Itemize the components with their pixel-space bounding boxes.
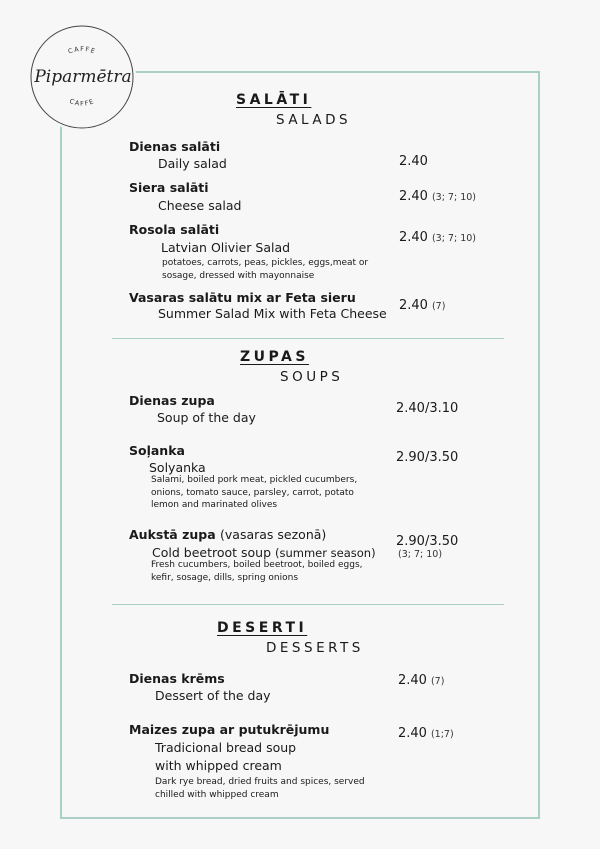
item-translation: with whipped cream	[155, 758, 282, 773]
section-title-en: DESSERTS	[266, 640, 364, 656]
item-description: potatoes, carrots, peas, pickles, eggs,meat or sosage, dressed with mayonnaise	[162, 258, 369, 281]
item-name: Siera salāti	[129, 180, 209, 195]
item-translation: Cold beetroot soup (summer season)	[152, 545, 376, 560]
section-divider	[112, 604, 504, 605]
item-price: 2.40 (3; 7; 10)	[399, 230, 476, 245]
item-name: Maizes zupa ar putukrējumu	[129, 722, 330, 737]
item-translation-suffix: (summer season)	[275, 546, 376, 560]
item-price: 2.40 (3; 7; 10)	[399, 189, 476, 204]
item-name: Rosola salāti	[129, 222, 220, 237]
allergen-codes: (3; 7; 10)	[431, 233, 476, 244]
item-name: Dienas salāti	[129, 139, 221, 154]
item-description: Dark rye bread, dried fruits and spices, served chilled with whipped cream	[155, 777, 365, 800]
item-price: 2.40 (1;7)	[398, 726, 454, 741]
item-price: 2.40 (7)	[398, 673, 445, 688]
allergen-codes: (7)	[431, 301, 446, 312]
item-description: Fresh cucumbers, boiled beetroot, boiled eggs, kefir, sosage, dills, spring onions	[151, 560, 363, 583]
item-translation: Latvian Olivier Salad	[161, 240, 291, 255]
item-price: 2.40	[399, 154, 428, 169]
item-translation: Dessert of the day	[155, 688, 271, 703]
item-translation: Tradicional bread soup	[155, 740, 297, 755]
item-translation: Summer Salad Mix with Feta Cheese	[158, 306, 387, 321]
item-name-suffix: (vasaras sezonā)	[220, 527, 327, 542]
logo-name: Piparmētra	[34, 67, 132, 87]
item-price: 2.40/3.10	[396, 401, 459, 416]
item-translation: Solyanka	[149, 460, 206, 475]
item-name: Dienas krēms	[129, 671, 225, 686]
item-price: 2.90/3.50	[396, 450, 459, 465]
item-translation: Soup of the day	[157, 410, 256, 425]
item-translation: Daily salad	[158, 156, 227, 171]
allergen-codes: (1;7)	[430, 729, 454, 740]
logo-bottom-text: CAFFE	[68, 97, 96, 108]
section-title-lv: ZUPAS	[240, 349, 309, 365]
allergen-codes: (7)	[430, 676, 445, 687]
item-price: 2.40 (7)	[399, 298, 446, 313]
item-translation: Cheese salad	[158, 198, 242, 213]
item-name: Soļanka	[129, 443, 185, 458]
item-name: Dienas zupa	[129, 393, 215, 408]
section-title-lv: SALĀTI	[236, 92, 312, 108]
caffe-logo	[28, 23, 136, 131]
item-name: Vasaras salātu mix ar Feta sieru	[129, 290, 356, 305]
allergen-codes: (3; 7; 10)	[431, 192, 476, 203]
section-title-en: SALADS	[276, 112, 352, 128]
item-price: 2.90/3.50	[396, 534, 459, 549]
section-divider	[112, 338, 504, 339]
logo-top-text: CAFFE	[66, 44, 98, 56]
svg-text:CAFFE	[68, 97, 95, 108]
section-title-en: SOUPS	[280, 369, 344, 385]
item-name: Aukstā zupa (vasaras sezonā)	[129, 527, 327, 542]
logo-badge	[28, 23, 136, 131]
item-description: Salami, boiled pork meat, pickled cucumbers, onions, tomato sauce, parsley, carrot, potato lemon and marinated olives	[151, 475, 358, 510]
allergen-codes: (3; 7; 10)	[398, 549, 443, 560]
svg-text:CAFFE	[67, 45, 97, 56]
section-title-lv: DESERTI	[217, 620, 308, 636]
